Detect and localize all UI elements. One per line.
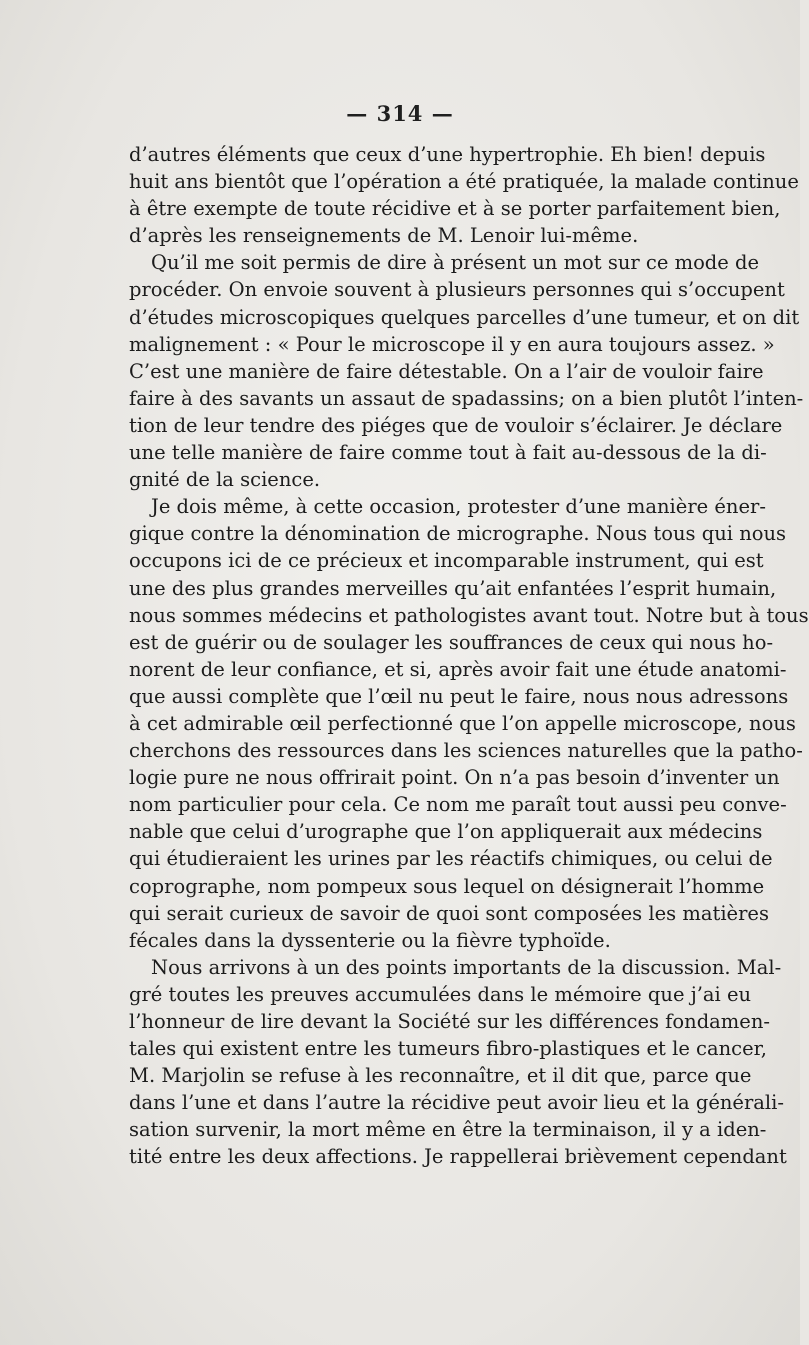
text-line: Nous arrivons à un des points importants de la discussion. Mal- [151,955,782,979]
text-line: gique contre la dénomination de micrographe. Nous tous qui nous [129,522,787,546]
text-line: Qu’il me soit permis de dire à présent un mot sur ce mode de [151,251,760,275]
text-line: Je dois même, à cette occasion, protester d’une manière éner- [151,495,766,519]
text-line: d’autres éléments que ceux d’une hypertrophie. Eh bien! depuis [129,143,766,166]
text-line: l’honneur de lire devant la Société sur les différences fondamen- [129,1010,770,1033]
text-line: à être exempte de toute récidive et à se porter parfaitement bien, [129,197,781,221]
text-line: tales qui existent entre les tumeurs fibro-plastiques et le cancer, [129,1037,768,1061]
text-line: tion de leur tendre des piéges que de vouloir s’éclairer. Je déclare [129,413,783,437]
text-line: procéder. On envoie souvent à plusieurs personnes qui s’occupent [129,278,785,302]
text-line: dans l’une et dans l’autre la récidive peut avoir lieu et la générali- [129,1091,784,1115]
text-line: tité entre les deux affections. Je rappellerai brièvement cependant [129,1145,787,1169]
text-line: qui serait curieux de savoir de quoi sont composées les matières [129,901,769,925]
text-line: malignement : « Pour le microscope il y en aura toujours assez. » [129,332,775,356]
text-line: norent de leur confiance, et si, après avoir fait une étude anatomi- [129,657,787,681]
text-line: cherchons des ressources dans les sciences naturelles que la patho- [129,739,803,763]
text-line: huit ans bientôt que l’opération a été pratiquée, la malade continue [129,170,799,194]
text-line: C’est une manière de faire détestable. On a l’air de vouloir faire [129,359,764,383]
text-line: gré toutes les preuves accumulées dans le mémoire que j’ai eu [129,982,752,1006]
text-line: que aussi complète que l’œil nu peut le faire, nous nous adressons [129,684,789,708]
text-line: une telle manière de faire comme tout à fait au-dessous de la di- [129,441,767,465]
text-line: qui étudieraient les urines par les réactifs chimiques, ou celui de [129,847,773,871]
text-line: d’études microscopiques quelques parcelles d’une tumeur, et on dit [129,305,800,329]
text-line: à cet admirable œil perfectionné que l’on appelle microscope, nous [129,711,796,735]
text-line: occupons ici de ce précieux et incomparable instrument, qui est [129,549,764,573]
text-line: sation survenir, la mort même en être la terminaison, il y a iden- [129,1118,767,1142]
text-line: est de guérir ou de soulager les souffrances de ceux qui nous ho- [129,630,774,654]
text-line: nom particulier pour cela. Ce nom me paraît tout aussi peu conve- [129,793,787,817]
text-line: gnité de la science. [129,468,321,492]
text-line: nable que celui d’urographe que l’on appliquerait aux médecins [129,820,763,844]
text-line: faire à des savants un assaut de spadassins; on a bien plutôt l’inten- [129,386,804,410]
text-line: M. Marjolin se refuse à les reconnaître, et il dit que, parce que [129,1064,752,1088]
text-line: coprographe, nom pompeux sous lequel on désignerait l’homme [129,874,765,898]
body-text [129,141,809,1171]
text-line: d’après les renseignements de M. Lenoir lui-même. [129,224,639,248]
page-number: — 314 — [346,101,454,126]
text-line: une des plus grandes merveilles qu’ait enfantées l’esprit humain, [129,576,777,600]
text-line: fécales dans la dyssenterie ou la fièvre typhoïde. [129,928,611,952]
text-line: nous sommes médecins et pathologistes avant tout. Notre but à tous [129,603,809,627]
text-line: logie pure ne nous offrirait point. On n’a pas besoin d’inventer un [129,766,780,790]
